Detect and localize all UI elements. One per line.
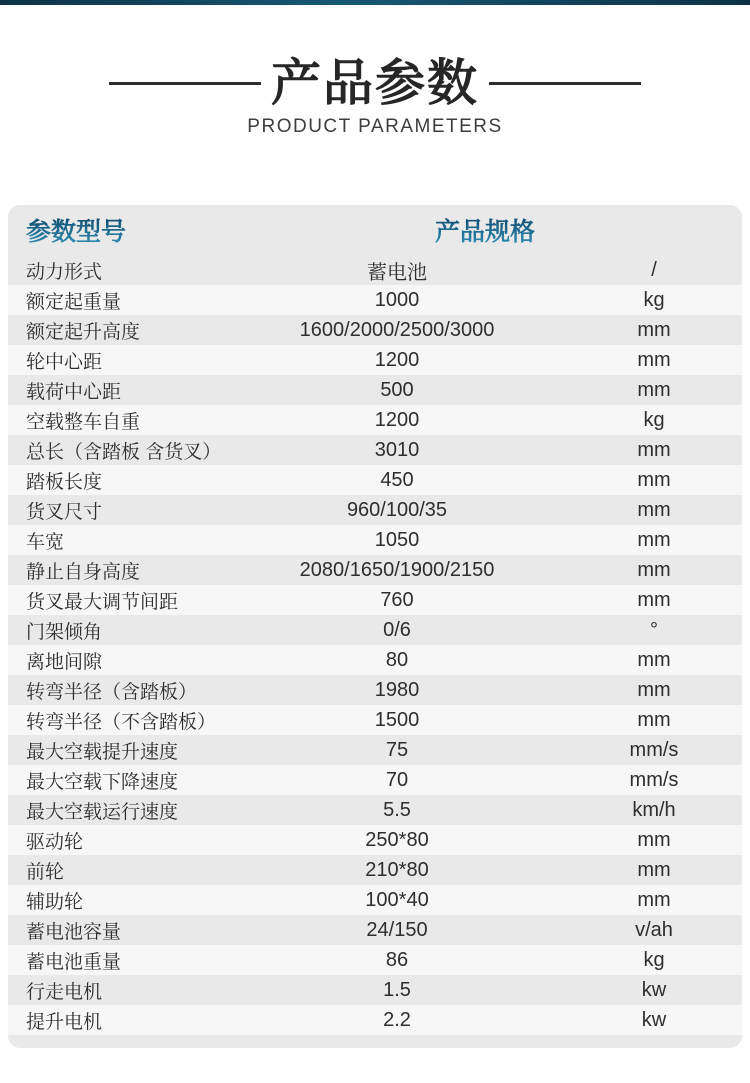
- spec-value: 250*80: [365, 828, 429, 851]
- spec-value: 1.5: [383, 978, 411, 1001]
- spec-label: 离地间隙: [26, 651, 103, 673]
- spec-value: 500: [380, 378, 414, 401]
- spec-unit: mm: [637, 438, 671, 461]
- spec-table-row: [8, 585, 742, 615]
- spec-label: 转弯半径（含踏板）: [26, 681, 198, 703]
- spec-value: 86: [385, 948, 409, 971]
- spec-value: 1600/2000/2500/3000: [299, 318, 495, 341]
- page-title: 产品参数: [271, 55, 479, 111]
- spec-unit: mm: [637, 348, 671, 371]
- spec-value: 70: [385, 768, 409, 791]
- spec-label: 门架倾角: [26, 621, 103, 643]
- spec-table-row: [8, 405, 742, 435]
- spec-table-body: [8, 255, 742, 1035]
- spec-value: 2080/1650/1900/2150: [299, 558, 495, 581]
- spec-table-row: [8, 885, 742, 915]
- spec-unit: kw: [641, 978, 667, 1001]
- spec-label: 转弯半径（不含踏板）: [26, 711, 217, 733]
- spec-unit: v/ah: [635, 918, 673, 941]
- spec-value: 960/100/35: [346, 498, 448, 521]
- page-subtitle: PRODUCT PARAMETERS: [247, 116, 503, 137]
- spec-table-row: [8, 945, 742, 975]
- spec-unit: mm: [637, 678, 671, 701]
- spec-label: 总长（含踏板 含货叉）: [26, 441, 222, 463]
- spec-table-row: [8, 555, 742, 585]
- spec-unit: /: [651, 258, 657, 281]
- spec-unit: mm: [637, 858, 671, 881]
- spec-unit: mm: [637, 528, 671, 551]
- spec-table-row: [8, 855, 742, 885]
- spec-label: 蓄电池重量: [26, 951, 122, 973]
- spec-value: 1050: [374, 528, 420, 551]
- spec-unit: mm: [637, 558, 671, 581]
- header-parameter-model: 参数型号: [8, 212, 228, 248]
- spec-value: 0/6: [383, 618, 411, 641]
- spec-unit: mm/s: [629, 768, 679, 791]
- spec-value: 1980: [374, 678, 420, 701]
- spec-unit: kw: [641, 1008, 667, 1031]
- spec-table-row: [8, 825, 742, 855]
- spec-table-row: [8, 375, 742, 405]
- spec-label: 提升电机: [26, 1011, 103, 1033]
- spec-label: 静止自身高度: [26, 561, 141, 583]
- spec-value: 1500: [374, 708, 420, 731]
- spec-table-row: [8, 255, 742, 285]
- spec-unit: kg: [643, 408, 665, 431]
- spec-unit: mm: [637, 468, 671, 491]
- spec-label: 行走电机: [26, 981, 103, 1003]
- spec-value: 100*40: [365, 888, 429, 911]
- spec-unit: mm: [637, 828, 671, 851]
- spec-table-row: [8, 705, 742, 735]
- spec-value: 1200: [374, 348, 420, 371]
- spec-table-row: [8, 795, 742, 825]
- spec-table-row: [8, 495, 742, 525]
- section-title-block: [0, 56, 750, 138]
- spec-table-row: [8, 735, 742, 765]
- spec-label: 蓄电池容量: [26, 921, 122, 943]
- spec-value: 蓄电池: [367, 261, 427, 284]
- spec-table-row: [8, 465, 742, 495]
- spec-value: 5.5: [383, 798, 411, 821]
- spec-unit: kg: [643, 288, 665, 311]
- spec-label: 车宽: [26, 531, 65, 553]
- spec-label: 最大空载提升速度: [26, 741, 179, 763]
- header-product-spec: 产品规格: [228, 212, 742, 248]
- spec-unit: mm: [637, 498, 671, 521]
- spec-table-row: [8, 435, 742, 465]
- spec-label: 货叉尺寸: [26, 501, 103, 523]
- spec-table-row: [8, 675, 742, 705]
- spec-label: 最大空载运行速度: [26, 801, 179, 823]
- spec-unit: °: [650, 618, 658, 641]
- spec-unit: mm: [637, 648, 671, 671]
- spec-table-row: [8, 645, 742, 675]
- spec-table-header: [8, 205, 742, 255]
- spec-table-row: [8, 345, 742, 375]
- spec-table-card: [8, 205, 742, 1048]
- spec-value: 24/150: [366, 918, 428, 941]
- section-title-row: [0, 56, 750, 111]
- title-divider-left: [109, 82, 261, 85]
- spec-unit: km/h: [632, 798, 676, 821]
- spec-unit: mm: [637, 708, 671, 731]
- spec-table-row: [8, 975, 742, 1005]
- spec-label: 踏板长度: [26, 471, 103, 493]
- spec-label: 额定起升高度: [26, 321, 141, 343]
- spec-unit: mm: [637, 318, 671, 341]
- spec-table-row: [8, 525, 742, 555]
- spec-label: 额定起重量: [26, 291, 122, 313]
- spec-value: 1200: [374, 408, 420, 431]
- spec-label: 前轮: [26, 861, 65, 883]
- spec-value: 450: [380, 468, 414, 491]
- spec-value: 1000: [374, 288, 420, 311]
- spec-unit: mm: [637, 888, 671, 911]
- spec-value: 210*80: [365, 858, 429, 881]
- spec-label: 辅助轮: [26, 891, 84, 913]
- spec-value: 3010: [374, 438, 420, 461]
- spec-label: 最大空载下降速度: [26, 771, 179, 793]
- spec-value: 2.2: [383, 1008, 411, 1031]
- spec-table-row: [8, 1005, 742, 1035]
- top-accent-bar: [0, 0, 750, 5]
- spec-label: 货叉最大调节间距: [26, 591, 179, 613]
- spec-value: 75: [385, 738, 409, 761]
- spec-label: 动力形式: [26, 261, 103, 283]
- spec-label: 载荷中心距: [26, 381, 122, 403]
- spec-value: 80: [385, 648, 409, 671]
- spec-label: 轮中心距: [26, 351, 103, 373]
- spec-unit: mm: [637, 378, 671, 401]
- spec-unit: mm: [637, 588, 671, 611]
- spec-unit: mm/s: [629, 738, 679, 761]
- spec-table-row: [8, 285, 742, 315]
- spec-table-row: [8, 915, 742, 945]
- spec-table-row: [8, 315, 742, 345]
- spec-label: 驱动轮: [26, 831, 84, 853]
- spec-table-row: [8, 765, 742, 795]
- spec-label: 空载整车自重: [26, 411, 141, 433]
- spec-value: 760: [380, 588, 414, 611]
- spec-table-row: [8, 615, 742, 645]
- spec-unit: kg: [643, 948, 665, 971]
- title-divider-right: [489, 82, 641, 85]
